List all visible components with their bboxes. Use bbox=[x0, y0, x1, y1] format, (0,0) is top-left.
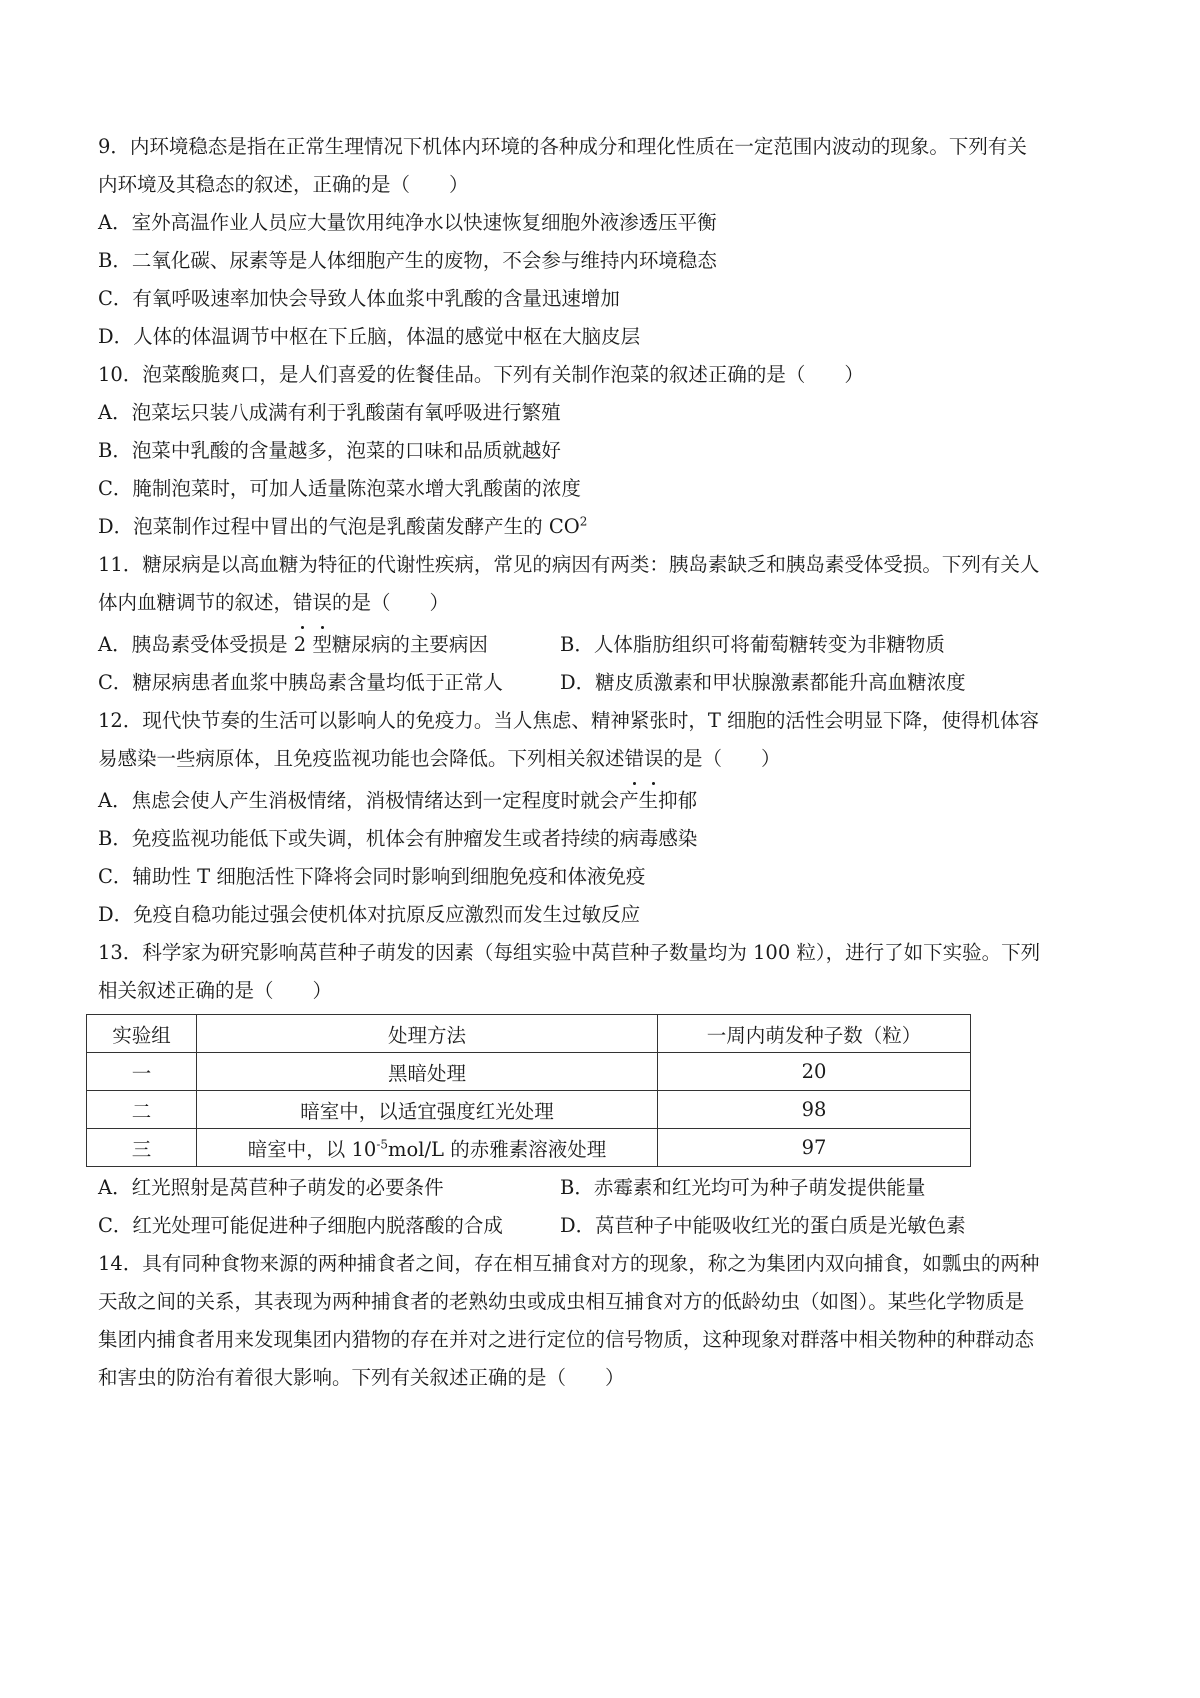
cell-method-text: 暗室中，以适宜强度红光处理 bbox=[300, 1099, 554, 1123]
q10-option-a: A．泡菜坛只装八成满有利于乳酸菌有氧呼吸进行繁殖 bbox=[98, 401, 561, 424]
q11-emphasis-1: 错 bbox=[293, 584, 313, 622]
q13-option-b: B．赤霉素和红光均可为种子萌发提供能量 bbox=[560, 1176, 926, 1199]
q11-option-c: C．糖尿病患者血浆中胰岛素含量均低于正常人 bbox=[98, 671, 503, 694]
q14-stem-line-2: 天敌之间的关系，其表现为两种捕食者的老熟幼虫或成虫相互捕食对方的低龄幼虫（如图）。某些化学物质是 bbox=[98, 1290, 1025, 1313]
q10-stem-line-1: 10．泡菜酸脆爽口，是人们喜爱的佐餐佳品。下列有关制作泡菜的叙述正确的是（ ） bbox=[98, 363, 864, 386]
q13-option-c: C．红光处理可能促进种子细胞内脱落酸的合成 bbox=[98, 1214, 503, 1237]
q11-stem-line-1: 11．糖尿病是以高血糖为特征的代谢性疾病，常见的病因有两类：胰岛素缺乏和胰岛素受体受损。下列有关人 bbox=[98, 553, 1040, 576]
q12-option-c: C．辅助性 T 细胞活性下降将会同时影响到细胞免疫和体液免疫 bbox=[98, 865, 646, 888]
q11-option-b: B．人体脂肪组织可将葡萄糖转变为非糖物质 bbox=[560, 633, 945, 656]
question-11 bbox=[98, 546, 1108, 702]
q13-options-row-1 bbox=[98, 1169, 1108, 1207]
q12-option-b: B．免疫监视功能低下或失调，机体会有肿瘤发生或者持续的病毒感染 bbox=[98, 827, 698, 850]
q9-option-c: C．有氧呼吸速率加快会导致人体血浆中乳酸的含量迅速增加 bbox=[98, 287, 620, 310]
q11-option-d: D．糖皮质激素和甲状腺激素都能升高血糖浓度 bbox=[560, 671, 966, 694]
q13-option-a: A．红光照射是莴苣种子萌发的必要条件 bbox=[98, 1176, 444, 1199]
cell-group: 一 bbox=[87, 1053, 197, 1091]
q14-stem-line-3: 集团内捕食者用来发现集团内猎物的存在并对之进行定位的信号物质，这种现象对群落中相关物种的种群动态 bbox=[98, 1328, 1035, 1351]
table-row bbox=[87, 1129, 971, 1167]
cell-count: 20 bbox=[658, 1053, 971, 1091]
q11-options-row-1 bbox=[98, 626, 1108, 664]
question-13 bbox=[98, 934, 1108, 1245]
exam-page bbox=[98, 128, 1108, 1397]
q10-option-c: C．腌制泡菜时，可加人适量陈泡菜水增大乳酸菌的浓度 bbox=[98, 477, 581, 500]
cell-method bbox=[197, 1091, 658, 1129]
q12-option-a: A．焦虑会使人产生消极情绪，消极情绪达到一定程度时就会产生抑郁 bbox=[98, 789, 698, 812]
question-10 bbox=[98, 356, 1108, 546]
cell-method-sup: -5 bbox=[376, 1137, 389, 1151]
q11-option-a: A．胰岛素受体受损是 2 型糖尿病的主要病因 bbox=[98, 633, 488, 656]
cell-group: 三 bbox=[87, 1129, 197, 1167]
q9-stem-line-2: 内环境及其稳态的叙述，正确的是（ ） bbox=[98, 173, 469, 196]
cell-group: 二 bbox=[87, 1091, 197, 1129]
q9-option-a: A．室外高温作业人员应大量饮用纯净水以快速恢复细胞外液渗透压平衡 bbox=[98, 211, 717, 234]
header-group: 实验组 bbox=[87, 1015, 197, 1053]
q13-options-row-2 bbox=[98, 1207, 1108, 1245]
q12-option-d: D．免疫自稳功能过强会使机体对抗原反应激烈而发生过敏反应 bbox=[98, 903, 641, 926]
cell-count: 98 bbox=[658, 1091, 971, 1129]
cell-count: 97 bbox=[658, 1129, 971, 1167]
q14-stem-line-4: 和害虫的防治有着很大影响。下列有关叙述正确的是（ ） bbox=[98, 1366, 625, 1389]
cell-method-text: 黑暗处理 bbox=[387, 1061, 466, 1085]
q10-option-b: B．泡菜中乳酸的含量越多，泡菜的口味和品质就越好 bbox=[98, 439, 561, 462]
q9-option-d: D．人体的体温调节中枢在下丘脑，体温的感觉中枢在大脑皮层 bbox=[98, 325, 641, 348]
question-12 bbox=[98, 702, 1108, 934]
q9-stem-line-1: 9．内环境稳态是指在正常生理情况下机体内环境的各种成分和理化性质在一定范围内波动的现象。下列有关 bbox=[98, 135, 1027, 158]
question-14 bbox=[98, 1245, 1108, 1397]
q10-option-d-text: D．泡菜制作过程中冒出的气泡是乳酸菌发酵产生的 CO bbox=[98, 515, 580, 538]
q13-option-d: D．莴苣种子中能吸收红光的蛋白质是光敏色素 bbox=[560, 1214, 966, 1237]
q10-option-d bbox=[98, 508, 1108, 546]
q11-stem-post: 的是（ ） bbox=[332, 591, 450, 614]
cell-method-text: 暗室中，以 10 bbox=[247, 1137, 377, 1161]
q12-stem-pre: 易感染一些病原体，且免疫监视功能也会降低。下列相关叙述 bbox=[98, 747, 625, 770]
header-count: 一周内萌发种子数（粒） bbox=[658, 1015, 971, 1053]
q12-stem-line-2 bbox=[98, 740, 1108, 778]
q12-stem-post: 的是（ ） bbox=[663, 747, 781, 770]
q11-stem-line-2 bbox=[98, 584, 1108, 622]
table-header-row bbox=[87, 1015, 971, 1053]
cell-method-text-post: mol/L 的赤雅素溶液处理 bbox=[388, 1137, 607, 1161]
q12-emphasis-2: 误 bbox=[644, 740, 664, 778]
q11-options-row-2 bbox=[98, 664, 1108, 702]
q12-stem-line-1: 12．现代快节奏的生活可以影响人的免疫力。当人焦虑、精神紧张时，T 细胞的活性会明显下降，使得机体容 bbox=[98, 709, 1040, 732]
table-row bbox=[87, 1053, 971, 1091]
cell-method bbox=[197, 1053, 658, 1091]
header-method: 处理方法 bbox=[197, 1015, 658, 1053]
question-9 bbox=[98, 128, 1108, 356]
table-row bbox=[87, 1091, 971, 1129]
q13-stem-line-1: 13．科学家为研究影响莴苣种子萌发的因素（每组实验中莴苣种子数量均为 100 粒），进行了如下实验。下列 bbox=[98, 941, 1041, 964]
q9-option-b: B．二氧化碳、尿素等是人体细胞产生的废物，不会参与维持内环境稳态 bbox=[98, 249, 717, 272]
experiment-table bbox=[86, 1014, 971, 1167]
q11-stem-pre: 体内血糖调节的叙述， bbox=[98, 591, 294, 614]
q10-option-d-sup: 2 bbox=[579, 514, 588, 529]
q11-emphasis-2: 误 bbox=[313, 584, 333, 622]
q14-stem-line-1: 14．具有同种食物来源的两种捕食者之间，存在相互捕食对方的现象，称之为集团内双向捕食，如瓢虫的两种 bbox=[98, 1252, 1040, 1275]
q13-stem-line-2: 相关叙述正确的是（ ） bbox=[98, 979, 333, 1002]
q12-emphasis-1: 错 bbox=[625, 740, 645, 778]
cell-method bbox=[197, 1129, 658, 1167]
